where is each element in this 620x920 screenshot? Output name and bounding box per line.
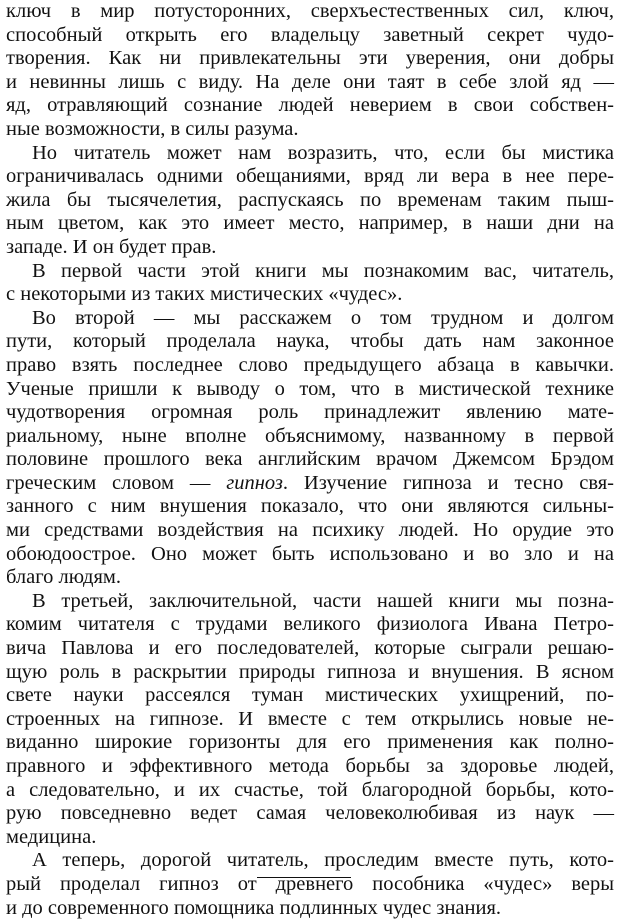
text-line: риальному, ныне вполне объяснимому, названному в первой <box>6 424 614 447</box>
text-line: право взять последнее слово предыдущего абзаца в кавычки. <box>6 353 614 376</box>
text-line: В третьей, заключительной, части нашей книги мы позна- <box>32 589 614 612</box>
end-rule <box>257 877 351 878</box>
text-line: ключ в мир потусторонних, сверхъестественных сил, ключ, <box>6 0 614 22</box>
text-line: вича Павлова и его последователей, которые сыграли решаю- <box>6 637 614 660</box>
text-line: и невинны лишь с виду. На деле они таят в себе злой яд — <box>6 70 614 93</box>
text-line: чудотворения огромная роль принадлежит явлению мате- <box>6 401 614 424</box>
text-line: способный открыть его владельцу заветный секрет чудо- <box>6 23 614 46</box>
text-line: А теперь, дорогой читатель, проследим вместе путь, кото- <box>32 849 614 872</box>
text-line: Но читатель может нам возразить, что, если бы мистика <box>32 141 614 164</box>
text-line: В первой части этой книги мы познакомим вас, читатель, <box>32 259 614 282</box>
text-line: творения. Как ни привлекательны эти уверения, они добры <box>6 47 614 70</box>
paragraph-p2 <box>6 142 614 260</box>
text-line: правного и эффективного метода борьбы за здоровье людей, <box>6 755 614 777</box>
text-line: пути, который проделала наука, чтобы дать нам законное <box>6 330 614 353</box>
text-line: щую роль в раскрытии природы гипноза и внушения. В ясном <box>6 660 614 683</box>
text-line: ные возможности, в силы разума. <box>6 117 299 140</box>
text-line: жила бы тысячелетия, распускаясь по временам таким пыш- <box>6 188 614 211</box>
paragraph-p1 <box>6 0 614 142</box>
text-line: яд, отравляющий сознание людей неверием в свои собствен- <box>6 94 614 117</box>
text-line: Ученые пришли к выводу о том, что в мистической технике <box>6 377 614 400</box>
text-line: Во второй — мы расскажем о том трудном и долгом <box>32 306 614 329</box>
text-line: занного с ним внушения показало, что они являются сильны- <box>6 495 614 518</box>
text-line: виданно широкие горизонты для его применения как полно- <box>6 731 614 754</box>
text-line: а следовательно, и их счастье, той благородной борьбы, кото- <box>6 778 614 801</box>
text-line: комим читателя с трудами великого физиолога Ивана Петро- <box>6 613 614 636</box>
text-line: рую повседневно ведет самая человеколюбивая из наук — <box>6 802 614 825</box>
text-line: строенных на гипнозе. И вместе с тем открылись новые не- <box>6 707 614 730</box>
text-line: свете науки рассеялся туман мистических ухищрений, по- <box>6 684 614 707</box>
text-line: рый проделал гипноз от древнего пособника «чудес» веры <box>6 872 614 895</box>
text-line: обоюдоострое. Оно может быть использовано и во зло и на <box>6 542 614 565</box>
text-line: с некоторыми из таких мистических «чудес». <box>6 283 403 306</box>
paragraph-p4 <box>6 307 614 590</box>
text-line: и до современного помощника подлинных чудес знания. <box>6 896 502 919</box>
text-line: половине прошлого века английским врачом Джемсом Брэдом <box>6 448 614 471</box>
text-line: греческим словом — гипноз. Изучение гипноза и тесно свя- <box>6 471 615 494</box>
paragraph-p5 <box>6 590 614 850</box>
text-line: благо людям. <box>6 566 121 589</box>
text-line: западе. И он будет прав. <box>6 235 217 258</box>
italic-term: гипноз <box>226 471 283 494</box>
text-line: медицина. <box>6 825 97 848</box>
paragraph-p3 <box>6 260 614 307</box>
text-line: ми средствами воздействия на психику людей. Но орудие это <box>6 519 614 542</box>
text-line: ограничивалась одними обещаниями, вряд ли вера в нее пере- <box>6 165 614 188</box>
paragraph-p6 <box>6 849 614 920</box>
text-line: ным цветом, как это имеет место, например, в наши дни на <box>6 212 614 235</box>
